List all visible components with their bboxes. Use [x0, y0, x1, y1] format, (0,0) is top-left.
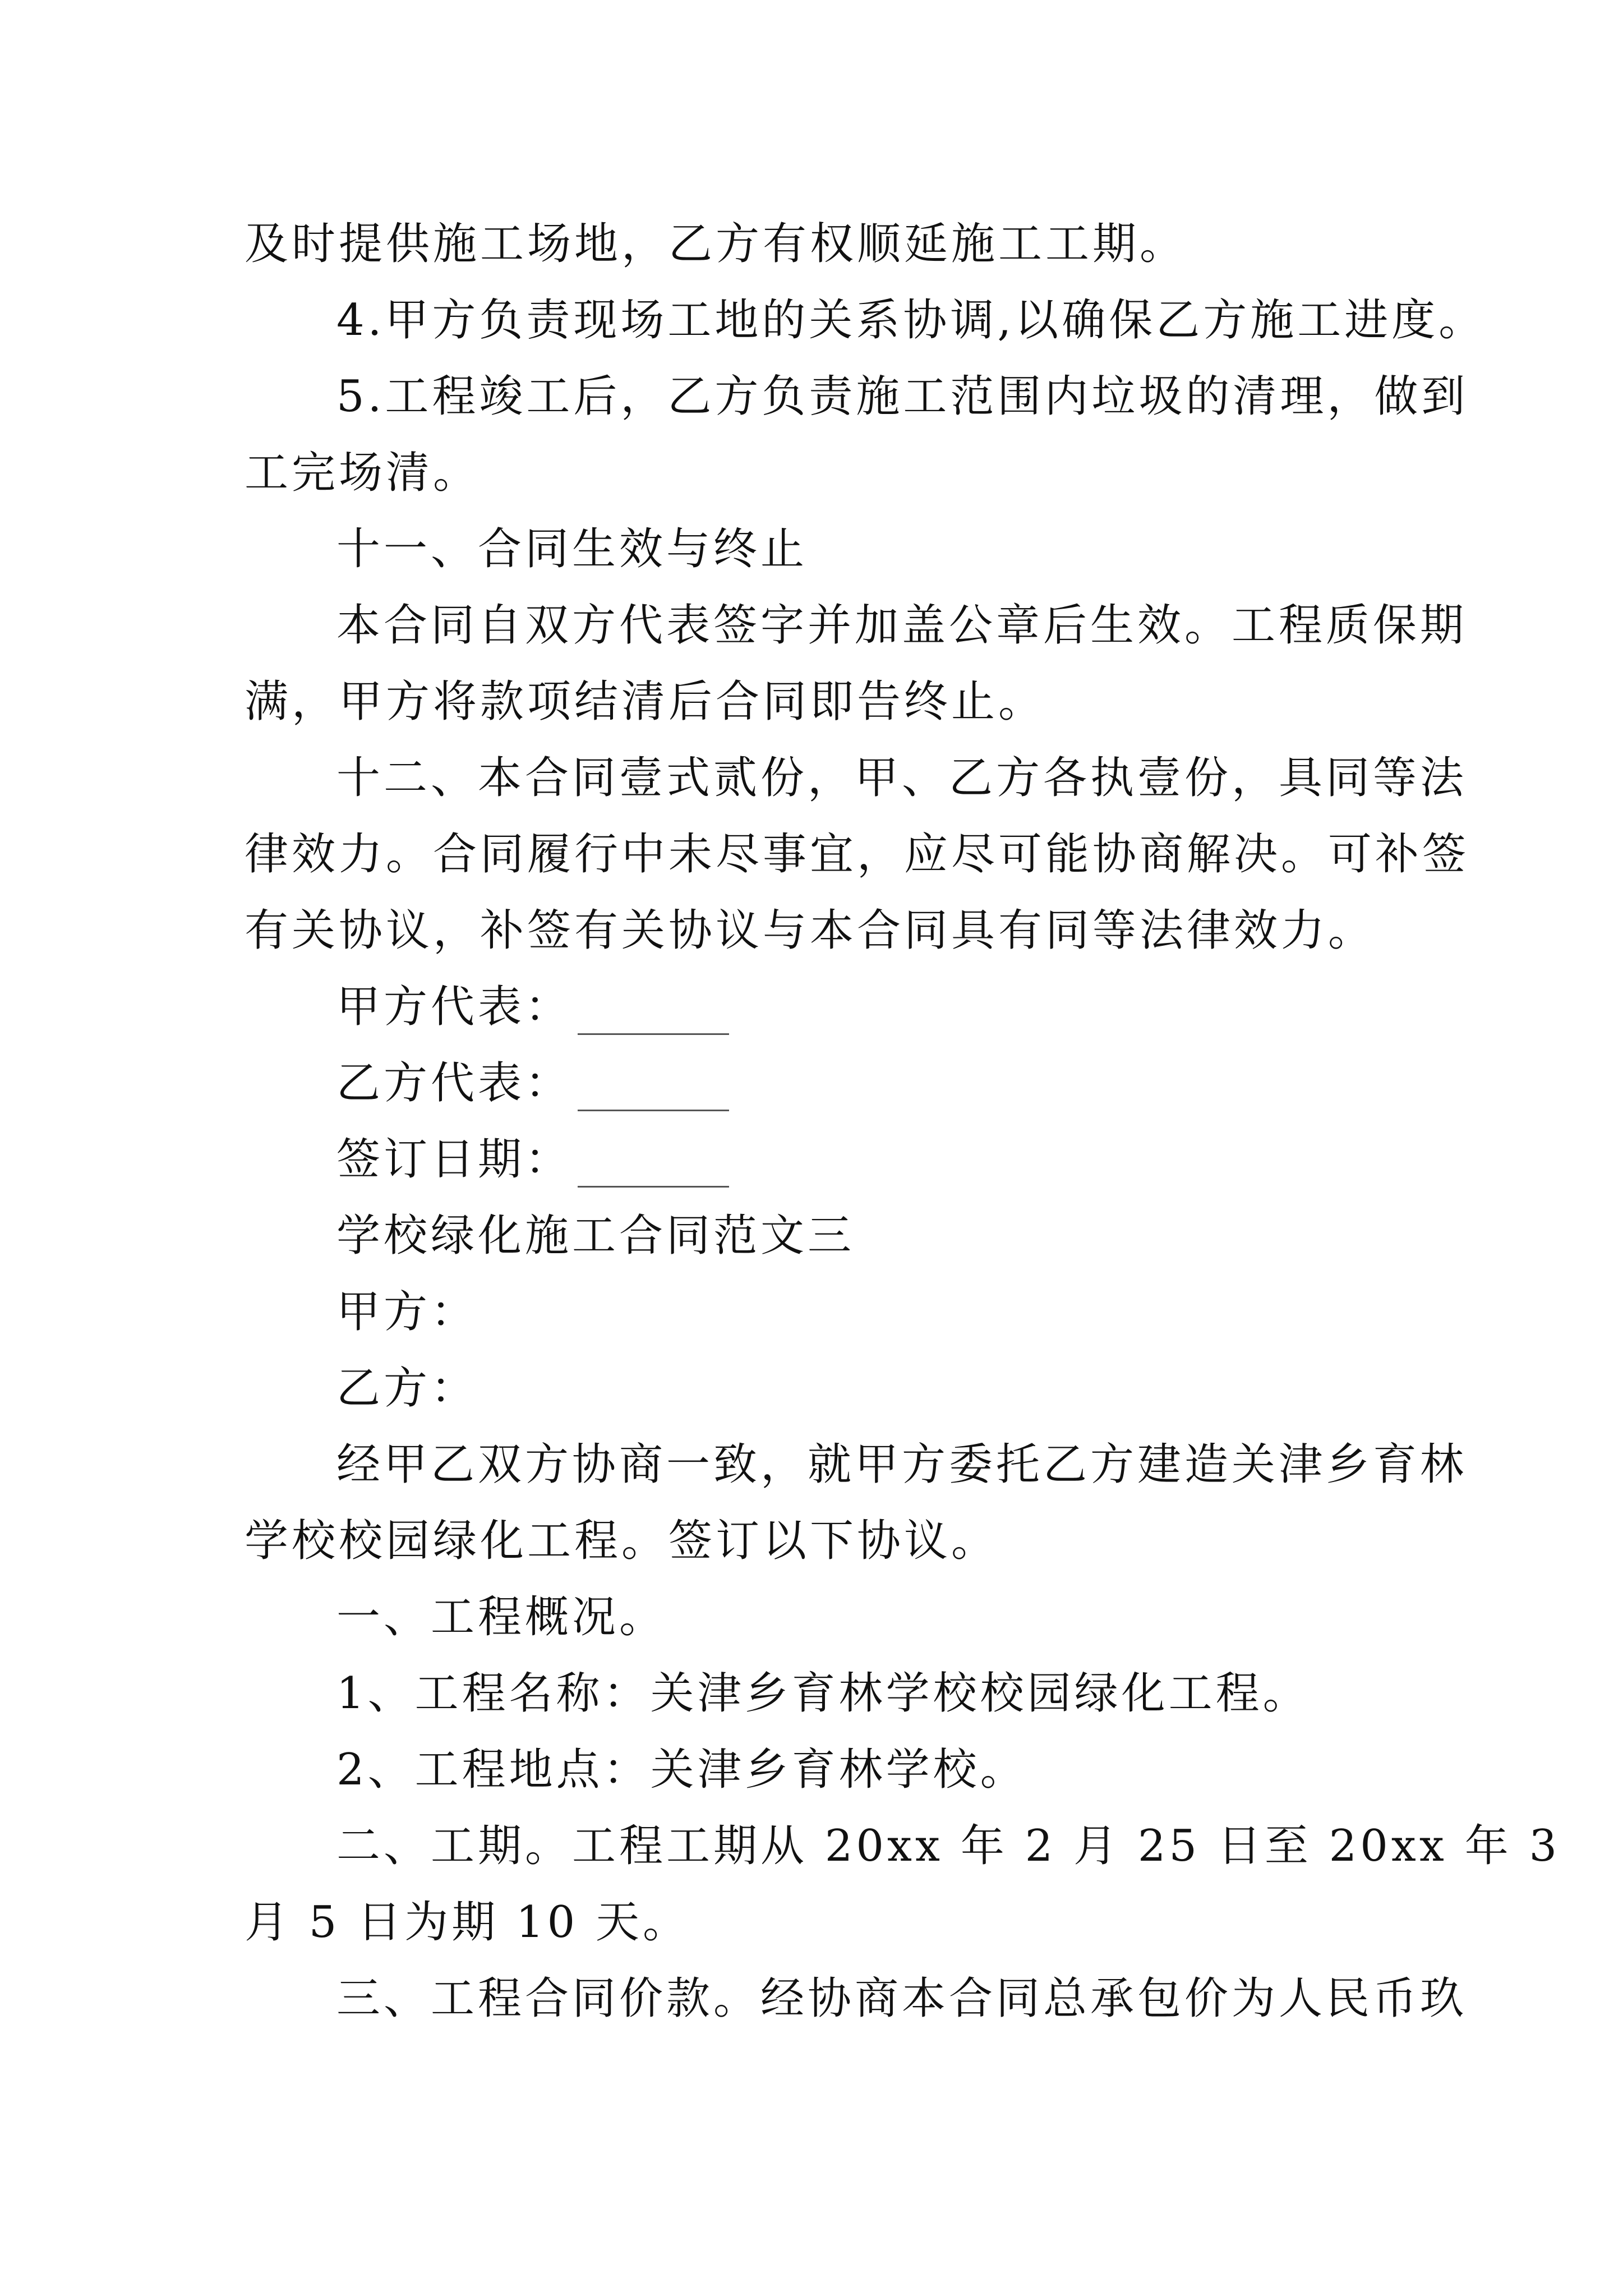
section-heading: 一、工程概况。	[336, 1592, 667, 1642]
paragraph-line: 十二、本合同壹式贰份，甲、乙方各执壹份，具同等法	[336, 753, 1468, 803]
paragraph-line: 月 5 日为期 10 天。	[245, 1897, 690, 1948]
paragraph-line: 2、工程地点：关津乡育林学校。	[336, 1745, 1027, 1795]
paragraph-line: 律效力。合同履行中未尽事宜，应尽可能协商解决。可补签	[245, 829, 1470, 880]
paragraph-line: 5.工程竣工后，乙方负责施工范围内垃圾的清理，做到	[336, 371, 1469, 422]
signature-party-a	[0, 979, 1623, 1035]
paragraph-line: 满，甲方将款项结清后合同即告终止。	[245, 677, 1046, 727]
section-title: 学校绿化施工合同范文三	[336, 1211, 855, 1261]
paragraph-line: 学校校园绿化工程。签订以下协议。	[245, 1516, 999, 1566]
paragraph-line: 4.甲方负责现场工地的关系协调,以确保乙方施工进度。	[336, 295, 1486, 346]
paragraph-line: 经甲乙双方协商一致，就甲方委托乙方建造关津乡育林	[336, 1439, 1468, 1490]
signature-blank	[578, 999, 729, 1035]
paragraph-line: 工完场清。	[245, 448, 481, 498]
paragraph-line: 有关协议，补签有关协议与本合同具有同等法律效力。	[245, 905, 1376, 956]
paragraph-line: 本合同自双方代表签字并加盖公章后生效。工程质保期	[336, 600, 1468, 651]
section-heading: 十一、合同生效与终止	[336, 524, 808, 574]
paragraph-line: 1、工程名称：关津乡育林学校校园绿化工程。	[336, 1668, 1310, 1719]
party-b-line: 乙方：	[336, 1363, 478, 1414]
signature-label: 甲方代表：	[336, 982, 573, 1032]
paragraph-line: 三、工程合同价款。经协商本合同总承包价为人民币玖	[336, 1973, 1468, 2024]
paragraph-line: 及时提供施工场地，乙方有权顺延施工工期。	[245, 219, 1187, 269]
signature-date	[0, 1131, 1623, 1188]
signature-party-b	[0, 1055, 1623, 1111]
signature-blank	[578, 1075, 729, 1111]
signature-blank	[578, 1151, 729, 1188]
paragraph-line: 二、工期。工程工期从 20xx 年 2 月 25 日至 20xx 年 3	[336, 1821, 1561, 1871]
signature-label: 签订日期：	[336, 1134, 573, 1185]
signature-label: 乙方代表：	[336, 1058, 573, 1108]
party-a-line: 甲方：	[336, 1287, 478, 1337]
